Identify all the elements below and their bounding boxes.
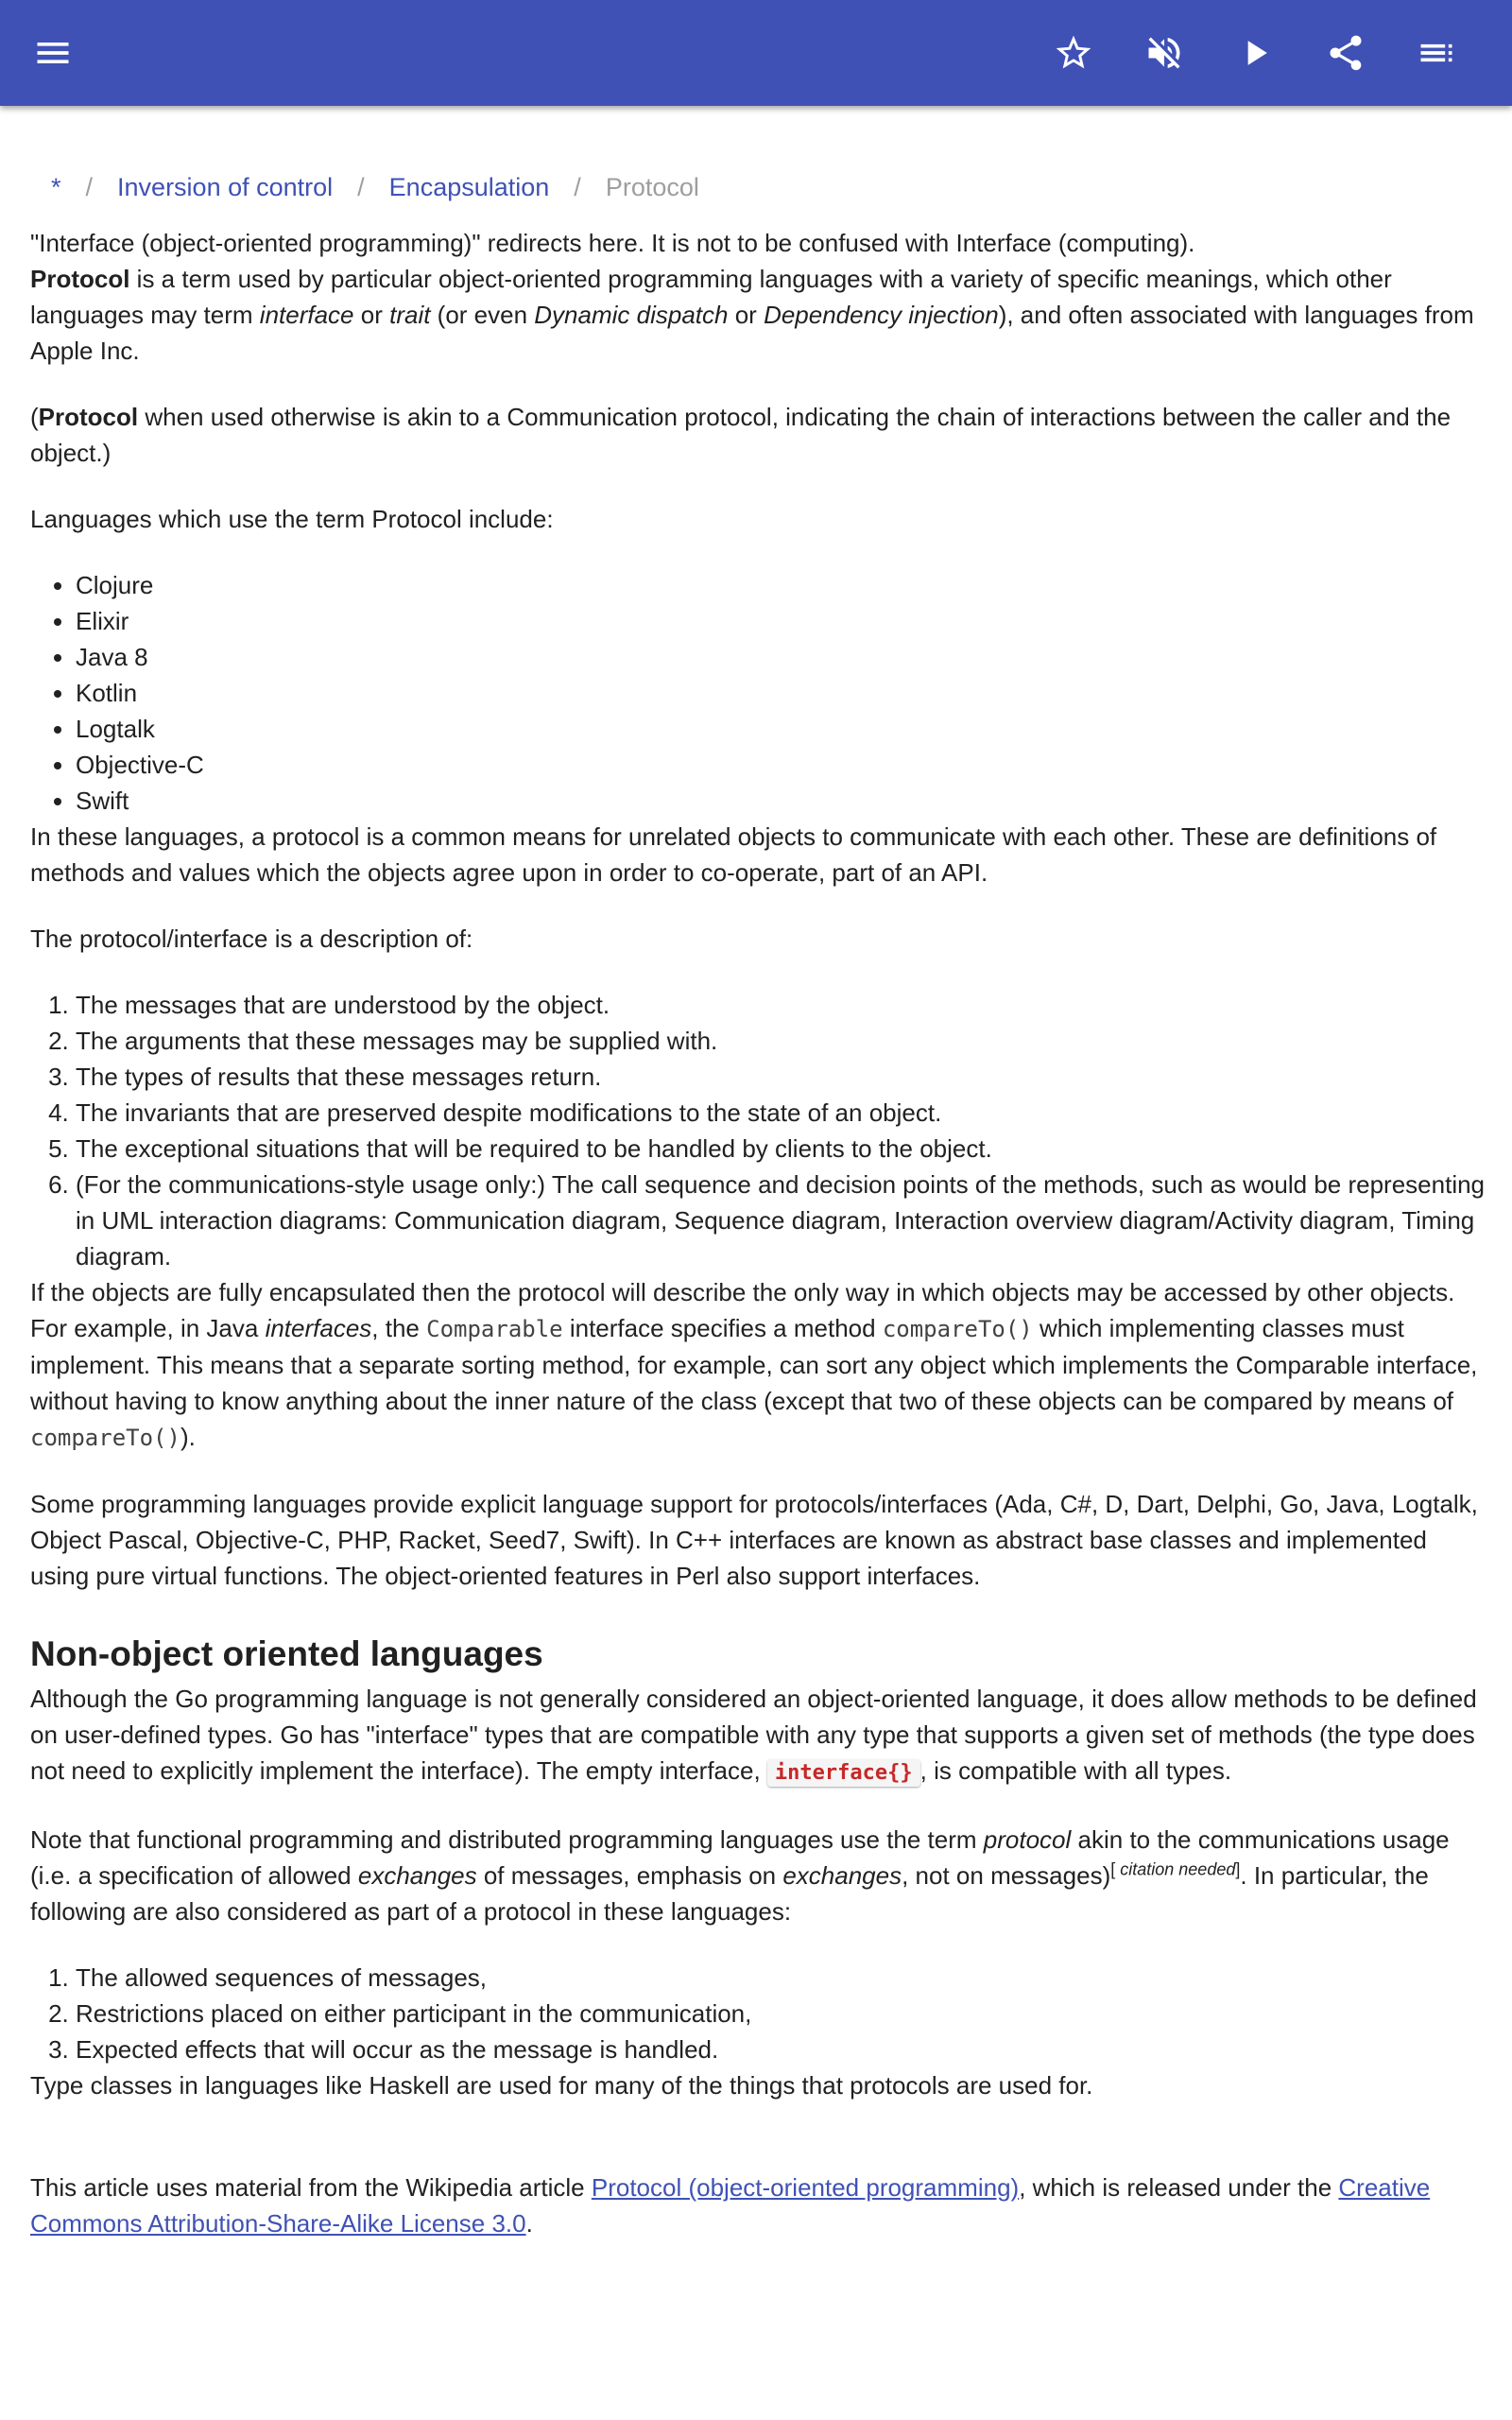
- paragraph-protocol-usage: [30, 399, 1486, 471]
- list-item: • Objective-C: [76, 747, 1486, 783]
- breadcrumb: [51, 161, 1486, 214]
- citation-needed[interactable]: [1110, 1859, 1240, 1878]
- text: akin to the communications usage (i.e. a specification of allowed: [30, 1825, 1450, 1890]
- text: Although the Go programming language is not generally considered an object-oriented language, it does allow methods to be defined on user-defined types. Go has "interface" types that are compatible with any type that supports a given set of methods (the type does not need to explicitly implement the interface). The empty interface,: [30, 1685, 1477, 1785]
- text: This article uses material from the Wikipedia article: [30, 2173, 592, 2202]
- term-italic: Dependency injection: [764, 301, 999, 329]
- text: ), and often associated with languages from Apple Inc.: [30, 301, 1474, 365]
- text: , the: [371, 1314, 427, 1342]
- toc-icon: [1416, 32, 1457, 74]
- paragraph-functional: [30, 1822, 1486, 1929]
- text: , not on messages): [902, 1861, 1111, 1890]
- description-list: [30, 987, 1486, 1274]
- wikipedia-article-link[interactable]: Protocol (object-oriented programming): [591, 2173, 1020, 2202]
- list-item: 1. The messages that are understood by the object.: [76, 987, 1486, 1023]
- share-icon: [1325, 32, 1366, 74]
- languages-list: [30, 567, 1486, 819]
- text: or: [728, 301, 765, 329]
- toc-button[interactable]: [1408, 25, 1465, 81]
- menu-button[interactable]: [25, 25, 81, 81]
- term-italic: interfaces: [265, 1314, 372, 1342]
- paragraph-go: [30, 1681, 1486, 1791]
- section-heading: Non-object oriented languages: [30, 1634, 543, 1673]
- list-item: • Kotlin: [76, 675, 1486, 711]
- term-italic: interface: [259, 301, 354, 329]
- star-outline-icon: [1053, 32, 1094, 74]
- app-bar: [0, 0, 1512, 106]
- list-item: • Logtalk: [76, 711, 1486, 747]
- text: or: [353, 301, 390, 329]
- list-item: 2. The arguments that these messages may be supplied with.: [76, 1023, 1486, 1059]
- text: ]: [1235, 1859, 1241, 1879]
- text: citation needed: [1115, 1859, 1236, 1879]
- term-italic: protocol: [983, 1825, 1072, 1854]
- text: (or even: [430, 301, 535, 329]
- text: is a term used by particular object-oriented programming languages with a variety of specific meanings, which other languages may term: [30, 265, 1392, 329]
- breadcrumb-separator: /: [357, 173, 365, 201]
- license-link[interactable]: Creative Commons Attribution-Share-Alike License 3.0: [30, 2173, 1431, 2238]
- text: when used otherwise is akin to a Communication protocol, indicating the chain of interactions between the caller and the object.): [30, 403, 1452, 467]
- term-bold: Protocol: [30, 265, 130, 293]
- breadcrumb-separator: /: [85, 173, 94, 201]
- term-italic: exchanges: [357, 1861, 477, 1890]
- text: (: [30, 403, 39, 431]
- text: [: [1110, 1859, 1116, 1879]
- list-item: 1. The allowed sequences of messages,: [76, 1960, 1486, 1996]
- term-bold: Protocol: [38, 403, 139, 431]
- text: which implementing classes must implement. This means that a separate sorting method, for example, can sort any object which implements the Comparable interface, without having to know anything about the inner nature of the class (except that two of these objects can be compared by means of: [30, 1314, 1478, 1415]
- intro-paragraph: [30, 261, 1486, 369]
- text: interface specifies a method: [562, 1314, 883, 1342]
- breadcrumb-item-inversion-of-control[interactable]: Inversion of control: [117, 173, 334, 201]
- protocol-parts-list: [30, 1960, 1486, 2067]
- breadcrumb-root[interactable]: *: [51, 173, 61, 201]
- breadcrumb-current: Protocol: [605, 173, 699, 201]
- share-button[interactable]: [1317, 25, 1374, 81]
- list-item: 3. The types of results that these messages return.: [76, 1059, 1486, 1095]
- list-item: • Swift: [76, 783, 1486, 819]
- text: Note that functional programming and distributed programming languages use the term: [30, 1825, 984, 1854]
- text: , which is released under the: [1019, 2173, 1339, 2202]
- text: ).: [180, 1423, 196, 1451]
- paragraph-description-intro: The protocol/interface is a description of:: [30, 925, 473, 953]
- mute-button[interactable]: [1136, 25, 1193, 81]
- inline-code: Comparable: [426, 1316, 563, 1342]
- paragraph-haskell: Type classes in languages like Haskell are used for many of the things that protocols are used for.: [30, 2071, 1093, 2100]
- inline-code: compareTo(): [30, 1425, 180, 1451]
- text: . In particular, the following are also considered as part of a protocol in these languages:: [30, 1861, 1429, 1926]
- breadcrumb-separator: /: [574, 173, 581, 201]
- list-item: 4. The invariants that are preserved despite modifications to the state of an object.: [76, 1095, 1486, 1131]
- list-item: 2. Restrictions placed on either participant in the communication,: [76, 1996, 1486, 2031]
- inline-code: compareTo(): [882, 1316, 1033, 1342]
- list-item: • Java 8: [76, 639, 1486, 675]
- article-content: [30, 161, 1486, 2241]
- attribution-footer: [30, 2169, 1486, 2241]
- text: .: [525, 2209, 533, 2238]
- list-item: • Elixir: [76, 603, 1486, 639]
- term-italic: exchanges: [782, 1861, 902, 1890]
- menu-icon: [32, 32, 74, 74]
- list-item: 3. Expected effects that will occur as the message is handled.: [76, 2031, 1486, 2067]
- list-item: • Clojure: [76, 567, 1486, 603]
- paragraph-common-means: In these languages, a protocol is a common means for unrelated objects to communicate with each other. These are definitions of methods and values which the objects agree upon in order to co-operate, part of an API.: [30, 822, 1437, 887]
- play-button[interactable]: [1227, 25, 1283, 81]
- list-item: 6. (For the communications-style usage only:) The call sequence and decision points of the methods, such as would be representing in UML interaction diagrams: Communication diagram, Sequence diagram, Interaction overview diagram/Activity diagram, Timing diagram.: [76, 1167, 1486, 1274]
- volume-off-icon: [1143, 32, 1185, 74]
- text: , is compatible with all types.: [919, 1756, 1232, 1785]
- inline-code: interface{}: [767, 1759, 920, 1787]
- text: If the objects are fully encapsulated then the protocol will describe the only way in which objects may be accessed by other objects. For example, in Java: [30, 1278, 1455, 1342]
- breadcrumb-item-encapsulation[interactable]: Encapsulation: [388, 173, 550, 201]
- hatnote: "Interface (object-oriented programming)" redirects here. It is not to be confused with Interface (computing).: [30, 229, 1195, 257]
- text: of messages, emphasis on: [476, 1861, 783, 1890]
- list-item: 5. The exceptional situations that will be required to be handled by clients to the object.: [76, 1131, 1486, 1167]
- paragraph-encapsulation: [30, 1274, 1486, 1456]
- paragraph-languages-intro: Languages which use the term Protocol include:: [30, 505, 554, 533]
- term-italic: Dynamic dispatch: [534, 301, 729, 329]
- term-italic: trait: [389, 301, 431, 329]
- play-icon: [1234, 32, 1276, 74]
- bookmark-button[interactable]: [1045, 25, 1102, 81]
- paragraph-language-support: Some programming languages provide explicit language support for protocols/interfaces (Ada, C#, D, Dart, Delphi, Go, Java, Logtalk, Object Pascal, Objective-C, PHP, Racket, Seed7, Swift). In C++ interfaces are known as abstract base classes and implemented using pure virtual functions. The object-oriented features in Perl also support interfaces.: [30, 1490, 1478, 1590]
